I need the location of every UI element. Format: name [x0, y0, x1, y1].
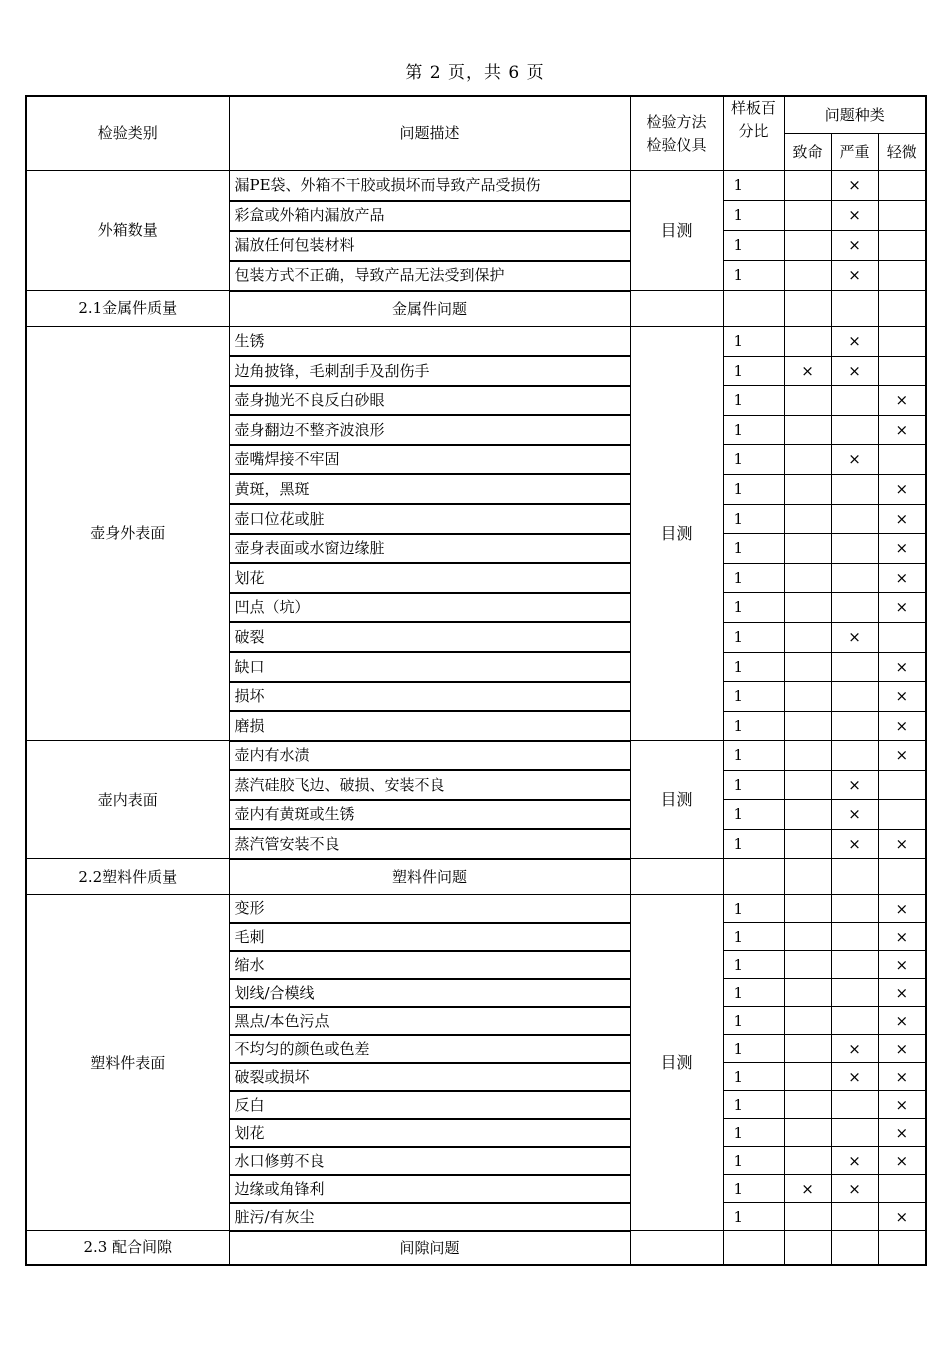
sample-cell: 1 [723, 171, 784, 201]
sample-cell: 1 [723, 1203, 784, 1231]
description-cell: 漏PE袋、外箱不干胶或损坏而导致产品受损伤 [229, 171, 630, 201]
sample-cell: 1 [723, 474, 784, 504]
serious-mark-cell: × [831, 327, 878, 357]
method-cell: 目测 [630, 741, 723, 859]
category-cell: 塑料件表面 [26, 895, 229, 1231]
section-empty-cell [878, 1231, 926, 1265]
serious-mark-cell: × [831, 829, 878, 859]
table-body [26, 171, 926, 1265]
description-cell: 包装方式不正确，导致产品无法受到保护 [229, 261, 630, 291]
fatal-mark-cell: × [784, 1175, 831, 1203]
sample-cell: 1 [723, 1147, 784, 1175]
sample-cell: 1 [723, 652, 784, 682]
minor-mark-cell: × [878, 474, 926, 504]
fatal-mark-cell [784, 652, 831, 682]
description-cell: 脏污/有灰尘 [229, 1203, 630, 1231]
description-cell: 彩盒或外箱内漏放产品 [229, 201, 630, 231]
sample-cell: 1 [723, 923, 784, 951]
minor-mark-cell: × [878, 652, 926, 682]
sample-cell: 1 [723, 1119, 784, 1147]
serious-mark-cell [831, 682, 878, 712]
minor-mark-cell: × [878, 951, 926, 979]
serious-mark-cell: × [831, 1175, 878, 1203]
minor-mark-cell [878, 261, 926, 291]
fatal-mark-cell [784, 682, 831, 712]
header-description: 问题描述 [229, 96, 630, 171]
description-cell: 壶内有黄斑或生锈 [229, 800, 630, 830]
serious-mark-cell: × [831, 201, 878, 231]
serious-mark-cell [831, 474, 878, 504]
sample-cell: 1 [723, 979, 784, 1007]
section-row [26, 291, 926, 327]
header-serious: 严重 [831, 134, 878, 171]
serious-mark-cell: × [831, 1147, 878, 1175]
section-empty-cell [831, 291, 878, 327]
fatal-mark-cell: × [784, 356, 831, 386]
description-cell: 凹点（坑） [229, 593, 630, 623]
description-cell: 壶口位花或脏 [229, 504, 630, 534]
serious-mark-cell: × [831, 622, 878, 652]
section-empty-cell [878, 859, 926, 895]
section-empty-cell [630, 291, 723, 327]
serious-mark-cell [831, 563, 878, 593]
serious-mark-cell [831, 711, 878, 741]
minor-mark-cell [878, 445, 926, 475]
method-cell: 目测 [630, 327, 723, 741]
description-cell: 划线/合模线 [229, 979, 630, 1007]
fatal-mark-cell [784, 415, 831, 445]
fatal-mark-cell [784, 800, 831, 830]
serious-mark-cell [831, 979, 878, 1007]
fatal-mark-cell [784, 711, 831, 741]
minor-mark-cell: × [878, 682, 926, 712]
minor-mark-cell [878, 201, 926, 231]
header-issue-type: 问题种类 [784, 96, 926, 134]
section-empty-cell [723, 1231, 784, 1265]
minor-mark-cell: × [878, 563, 926, 593]
fatal-mark-cell [784, 201, 831, 231]
fatal-mark-cell [784, 951, 831, 979]
table-row [26, 171, 926, 201]
sample-cell: 1 [723, 201, 784, 231]
sample-cell: 1 [723, 1063, 784, 1091]
serious-mark-cell: × [831, 261, 878, 291]
section-title: 2.1金属件质量 [26, 291, 229, 327]
header-sample [723, 96, 784, 171]
sample-cell: 1 [723, 386, 784, 416]
description-cell: 边角披锋，毛刺刮手及刮伤手 [229, 356, 630, 386]
serious-mark-cell: × [831, 770, 878, 800]
description-cell: 水口修剪不良 [229, 1147, 630, 1175]
fatal-mark-cell [784, 622, 831, 652]
serious-mark-cell: × [831, 445, 878, 475]
description-cell: 蒸汽硅胶飞边、破损、安装不良 [229, 770, 630, 800]
minor-mark-cell: × [878, 1147, 926, 1175]
serious-mark-cell [831, 1203, 878, 1231]
description-cell: 缩水 [229, 951, 630, 979]
sample-cell: 1 [723, 415, 784, 445]
fatal-mark-cell [784, 1007, 831, 1035]
header-method [630, 96, 723, 171]
minor-mark-cell: × [878, 979, 926, 1007]
minor-mark-cell: × [878, 1007, 926, 1035]
sample-cell: 1 [723, 445, 784, 475]
description-cell: 生锈 [229, 327, 630, 357]
serious-mark-cell: × [831, 171, 878, 201]
description-cell: 磨损 [229, 711, 630, 741]
minor-mark-cell: × [878, 923, 926, 951]
section-empty-cell [630, 859, 723, 895]
header-method-line1: 检验方法 [646, 113, 707, 131]
sample-cell: 1 [723, 534, 784, 564]
serious-mark-cell [831, 741, 878, 771]
description-cell: 蒸汽管安装不良 [229, 829, 630, 859]
serious-mark-cell [831, 895, 878, 923]
section-empty-cell [723, 859, 784, 895]
minor-mark-cell: × [878, 895, 926, 923]
minor-mark-cell: × [878, 593, 926, 623]
header-sample-text: 样板百分比 [730, 99, 776, 140]
description-cell: 变形 [229, 895, 630, 923]
minor-mark-cell [878, 231, 926, 261]
sample-cell: 1 [723, 231, 784, 261]
section-row [26, 859, 926, 895]
fatal-mark-cell [784, 534, 831, 564]
section-empty-cell [723, 291, 784, 327]
description-cell: 缺口 [229, 652, 630, 682]
serious-mark-cell: × [831, 800, 878, 830]
fatal-mark-cell [784, 563, 831, 593]
section-empty-cell [878, 291, 926, 327]
section-subtitle: 塑料件问题 [229, 859, 630, 895]
fatal-mark-cell [784, 770, 831, 800]
sample-cell: 1 [723, 682, 784, 712]
serious-mark-cell [831, 415, 878, 445]
sample-cell: 1 [723, 622, 784, 652]
minor-mark-cell: × [878, 741, 926, 771]
fatal-mark-cell [784, 1091, 831, 1119]
fatal-mark-cell [784, 474, 831, 504]
serious-mark-cell: × [831, 231, 878, 261]
minor-mark-cell: × [878, 386, 926, 416]
serious-mark-cell [831, 534, 878, 564]
minor-mark-cell [878, 171, 926, 201]
fatal-mark-cell [784, 829, 831, 859]
fatal-mark-cell [784, 386, 831, 416]
sample-cell: 1 [723, 327, 784, 357]
section-empty-cell [784, 291, 831, 327]
section-title: 2.2塑料件质量 [26, 859, 229, 895]
description-cell: 黑点/本色污点 [229, 1007, 630, 1035]
header-method-line2: 检验仪具 [646, 135, 707, 154]
serious-mark-cell [831, 1119, 878, 1147]
table-row [26, 327, 926, 357]
minor-mark-cell [878, 1175, 926, 1203]
minor-mark-cell: × [878, 829, 926, 859]
minor-mark-cell: × [878, 415, 926, 445]
fatal-mark-cell [784, 1063, 831, 1091]
table-row [26, 895, 926, 923]
description-cell: 壶内有水渍 [229, 741, 630, 771]
minor-mark-cell: × [878, 534, 926, 564]
inspection-table [25, 95, 927, 1266]
description-cell: 边缘或角锋利 [229, 1175, 630, 1203]
fatal-mark-cell [784, 1203, 831, 1231]
fatal-mark-cell [784, 895, 831, 923]
minor-mark-cell: × [878, 1091, 926, 1119]
section-empty-cell [831, 859, 878, 895]
fatal-mark-cell [784, 231, 831, 261]
sample-cell: 1 [723, 951, 784, 979]
description-cell: 壶嘴焊接不牢固 [229, 445, 630, 475]
sample-cell: 1 [723, 711, 784, 741]
sample-cell: 1 [723, 770, 784, 800]
method-cell: 目测 [630, 171, 723, 291]
serious-mark-cell: × [831, 1063, 878, 1091]
header-category: 检验类别 [26, 96, 229, 171]
header-row-1 [26, 96, 926, 134]
minor-mark-cell: × [878, 711, 926, 741]
minor-mark-cell [878, 770, 926, 800]
fatal-mark-cell [784, 504, 831, 534]
serious-mark-cell [831, 593, 878, 623]
serious-mark-cell [831, 386, 878, 416]
section-subtitle: 间隙问题 [229, 1231, 630, 1265]
section-title: 2.3 配合间隙 [26, 1231, 229, 1265]
fatal-mark-cell [784, 593, 831, 623]
minor-mark-cell [878, 356, 926, 386]
minor-mark-cell: × [878, 1203, 926, 1231]
serious-mark-cell [831, 923, 878, 951]
minor-mark-cell [878, 622, 926, 652]
header-fatal: 致命 [784, 134, 831, 171]
category-cell: 外箱数量 [26, 171, 229, 291]
minor-mark-cell: × [878, 1119, 926, 1147]
description-cell: 划花 [229, 563, 630, 593]
fatal-mark-cell [784, 327, 831, 357]
fatal-mark-cell [784, 741, 831, 771]
serious-mark-cell [831, 951, 878, 979]
section-empty-cell [831, 1231, 878, 1265]
serious-mark-cell [831, 504, 878, 534]
description-cell: 壶身抛光不良反白砂眼 [229, 386, 630, 416]
header-minor: 轻微 [878, 134, 926, 171]
sample-cell: 1 [723, 741, 784, 771]
serious-mark-cell [831, 1091, 878, 1119]
section-empty-cell [784, 1231, 831, 1265]
fatal-mark-cell [784, 923, 831, 951]
sample-cell: 1 [723, 895, 784, 923]
description-cell: 壶身翻边不整齐波浪形 [229, 415, 630, 445]
description-cell: 破裂或损坏 [229, 1063, 630, 1091]
minor-mark-cell [878, 327, 926, 357]
fatal-mark-cell [784, 171, 831, 201]
description-cell: 黄斑，黑斑 [229, 474, 630, 504]
category-cell: 壶内表面 [26, 741, 229, 859]
serious-mark-cell [831, 652, 878, 682]
sample-cell: 1 [723, 1091, 784, 1119]
section-empty-cell [630, 1231, 723, 1265]
description-cell: 漏放任何包装材料 [229, 231, 630, 261]
sample-cell: 1 [723, 1035, 784, 1063]
sample-cell: 1 [723, 1175, 784, 1203]
minor-mark-cell: × [878, 1063, 926, 1091]
description-cell: 不均匀的颜色或色差 [229, 1035, 630, 1063]
section-subtitle: 金属件问题 [229, 291, 630, 327]
description-cell: 损坏 [229, 682, 630, 712]
page-number-header: 第 2 页，共 6 页 [405, 63, 545, 83]
sample-cell: 1 [723, 829, 784, 859]
fatal-mark-cell [784, 979, 831, 1007]
serious-mark-cell [831, 1007, 878, 1035]
description-cell: 破裂 [229, 622, 630, 652]
serious-mark-cell: × [831, 356, 878, 386]
fatal-mark-cell [784, 1147, 831, 1175]
description-cell: 毛刺 [229, 923, 630, 951]
sample-cell: 1 [723, 1007, 784, 1035]
minor-mark-cell: × [878, 1035, 926, 1063]
section-empty-cell [784, 859, 831, 895]
sample-cell: 1 [723, 563, 784, 593]
description-cell: 划花 [229, 1119, 630, 1147]
minor-mark-cell: × [878, 504, 926, 534]
description-cell: 壶身表面或水窗边缘脏 [229, 534, 630, 564]
sample-cell: 1 [723, 356, 784, 386]
sample-cell: 1 [723, 800, 784, 830]
description-cell: 反白 [229, 1091, 630, 1119]
sample-cell: 1 [723, 593, 784, 623]
fatal-mark-cell [784, 1035, 831, 1063]
fatal-mark-cell [784, 1119, 831, 1147]
sample-cell: 1 [723, 261, 784, 291]
serious-mark-cell: × [831, 1035, 878, 1063]
minor-mark-cell [878, 800, 926, 830]
method-cell: 目测 [630, 895, 723, 1231]
category-cell: 壶身外表面 [26, 327, 229, 741]
fatal-mark-cell [784, 261, 831, 291]
sample-cell: 1 [723, 504, 784, 534]
section-row [26, 1231, 926, 1265]
fatal-mark-cell [784, 445, 831, 475]
table-row [26, 741, 926, 771]
